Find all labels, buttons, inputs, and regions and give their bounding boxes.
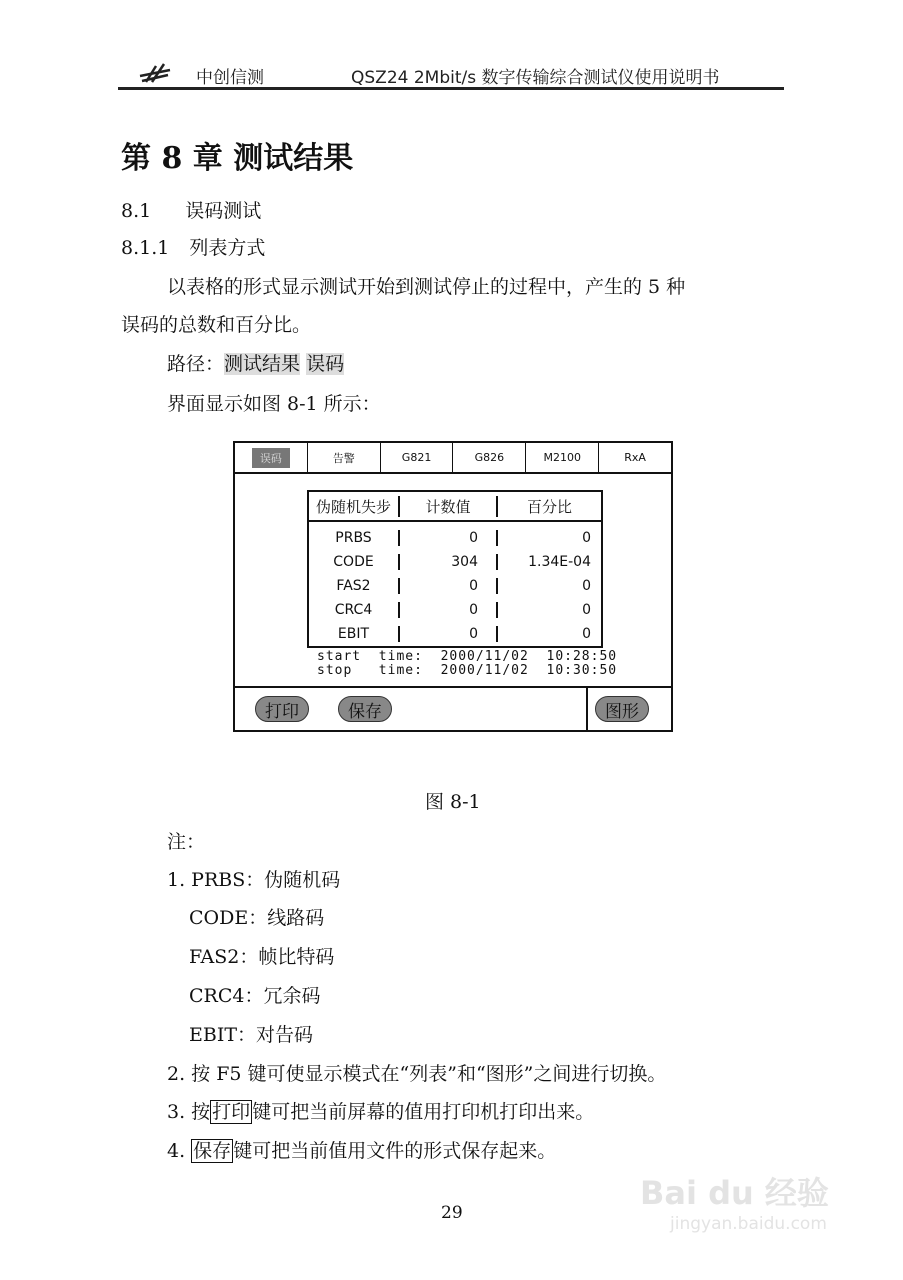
page-number: 29	[441, 1203, 463, 1223]
figure-caption: 图 8-1	[425, 791, 481, 813]
path-item: 测试结果	[224, 353, 301, 375]
path-label: 路径：	[167, 353, 225, 375]
table-row: CODE 304 1.34E-04	[309, 550, 601, 574]
note: EBIT：对告码	[189, 1024, 314, 1046]
tab-g821[interactable]: G821	[381, 443, 454, 472]
header-company: 中创信测	[196, 68, 264, 88]
tab-g826[interactable]: G826	[453, 443, 526, 472]
subsection-heading	[121, 236, 265, 260]
graph-button[interactable]: 图形	[595, 696, 649, 722]
table-row: CRC4 0 0	[309, 598, 601, 622]
logo-icon	[138, 62, 172, 88]
table-header: 伪随机失步 计数值 百分比	[309, 492, 601, 522]
paragraph: 误码的总数和百分比。	[121, 314, 312, 336]
subsection-number: 8.1.1	[121, 237, 170, 259]
stop-time: stop time: 2000/11/02 10:30:50	[317, 663, 618, 678]
section-number: 8.1	[121, 200, 152, 222]
section-title: 误码测试	[185, 200, 262, 222]
save-key: 保存	[193, 1140, 232, 1162]
start-time: start time: 2000/11/02 10:28:50	[317, 649, 618, 664]
baidu-watermark: Bai du 经验 jingyan.baidu.com	[640, 1174, 829, 1234]
divider	[586, 688, 588, 730]
path-item: 误码	[306, 353, 345, 375]
tab-errors[interactable]: 误码	[235, 443, 308, 472]
table-row: PRBS 0 0	[309, 522, 601, 550]
paragraph: 以表格的形式显示测试开始到测试停止的过程中，产生的 5 种	[167, 276, 686, 298]
test-times	[317, 650, 617, 678]
error-table	[307, 490, 603, 648]
note: 2. 按 F5 键可使显示模式在“列表”和“图形”之间进行切换。	[167, 1063, 667, 1085]
table-row: EBIT 0 0	[309, 622, 601, 646]
section-heading	[121, 199, 261, 223]
print-button[interactable]: 打印	[255, 696, 309, 722]
save-button[interactable]: 保存	[338, 696, 392, 722]
figure-intro: 界面显示如图 8-1 所示：	[167, 393, 381, 415]
print-key: 打印	[212, 1101, 251, 1123]
note: 3. 按 打印 键可把当前屏幕的值用打印机打印出来。	[167, 1101, 595, 1123]
button-bar	[235, 686, 671, 730]
note: CRC4：冗余码	[189, 985, 321, 1007]
note: 1. PRBS：伪随机码	[167, 869, 341, 891]
chapter-title: 第 8 章 测试结果	[121, 141, 354, 176]
tab-alarms[interactable]: 告警	[308, 443, 381, 472]
table-row: FAS2 0 0	[309, 574, 601, 598]
header-title: QSZ24 2Mbit/s 数字传输综合测试仪使用说明书	[351, 68, 720, 88]
notes-title: 注：	[167, 831, 206, 853]
tab-bar	[235, 443, 671, 474]
tab-m2100[interactable]: M2100	[526, 443, 599, 472]
note: FAS2：帧比特码	[189, 946, 335, 968]
header-rule	[118, 87, 784, 90]
path-line	[167, 352, 344, 376]
note: CODE：线路码	[189, 907, 325, 929]
screen-figure	[233, 441, 673, 732]
subsection-title: 列表方式	[189, 237, 266, 259]
note: 4. 保存 键可把当前值用文件的形式保存起来。	[167, 1140, 557, 1162]
tab-rxa[interactable]: RxA	[624, 451, 646, 464]
